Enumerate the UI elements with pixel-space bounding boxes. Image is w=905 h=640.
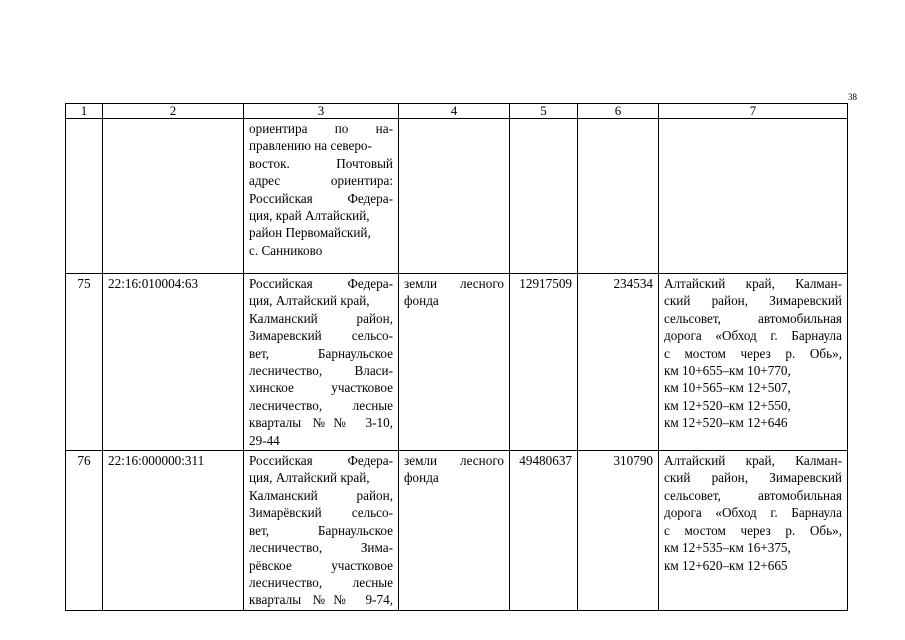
land-category-cell <box>399 451 510 611</box>
text-line: сельсовет, автомобильная <box>664 310 842 326</box>
column-header: 4 <box>399 104 510 119</box>
text-line: фонда <box>404 293 439 309</box>
text-line: хинское участковое <box>249 380 393 396</box>
text-line: км 12+520–км 12+646 <box>664 415 788 431</box>
text-line: км 10+655–км 10+770, <box>664 363 791 379</box>
land-category-cell <box>399 274 510 451</box>
text-line: с. Санниково <box>249 242 323 258</box>
cadastral-number: 22:16:010004:63 <box>103 274 244 451</box>
text-line: км 12+620–км 12+665 <box>664 557 788 573</box>
text-line: восток. Почтовый <box>249 155 393 171</box>
text-line: Зимаревский сельсо- <box>249 328 393 344</box>
text-line: земли лесного <box>404 453 504 469</box>
text-line: ский район, Зимаревский <box>664 470 842 486</box>
text-line: лесничество, Зима- <box>249 540 393 556</box>
text-line: с мостом через р. Обь», <box>664 522 842 538</box>
text-line: адрес ориентира: <box>249 173 393 189</box>
text-line: Алтайский край, Калман- <box>664 453 842 469</box>
table-row <box>66 451 848 611</box>
text-line: вет, Барнаульское <box>249 522 393 538</box>
text-line: 29-44 <box>249 432 280 448</box>
area-cell <box>510 119 578 274</box>
value-cell: 310790 <box>578 451 659 611</box>
text-line: лесничество, лесные <box>249 574 393 590</box>
text-line: рёвское участковое <box>249 557 393 573</box>
text-line: ция, край Алтайский, <box>249 208 370 224</box>
column-header: 1 <box>66 104 103 119</box>
object-cell <box>659 119 848 274</box>
text-line: дорога «Обход г. Барнаула <box>664 328 842 344</box>
area-cell: 49480637 <box>510 451 578 611</box>
cadastral-number <box>103 119 244 274</box>
text-line: кварталы №№ 3-10, <box>249 415 393 431</box>
text-line: лесничество, Власи- <box>249 363 393 379</box>
value-cell <box>578 119 659 274</box>
land-category-cell <box>399 119 510 274</box>
text-line: км 12+535–км 16+375, <box>664 540 791 556</box>
text-line: Алтайский край, Калман- <box>664 276 842 291</box>
text-line: Калманский район, <box>249 487 393 503</box>
registry-table <box>65 103 848 611</box>
row-number: 76 <box>66 451 103 611</box>
text-line: км 10+565–км 12+507, <box>664 380 791 396</box>
table-row <box>66 274 848 451</box>
object-cell <box>659 451 848 611</box>
text-line: дорога «Обход г. Барнаула <box>664 505 842 521</box>
address-cell <box>244 274 399 451</box>
text-line: правлению на северо- <box>249 138 372 154</box>
text-line: с мостом через р. Обь», <box>664 345 842 361</box>
address-cell <box>244 451 399 611</box>
text-line: ция, Алтайский край, <box>249 293 370 309</box>
column-header: 3 <box>244 104 399 119</box>
row-number: 75 <box>66 274 103 451</box>
text-line: район Первомайский, <box>249 225 371 241</box>
text-line: ция, Алтайский край, <box>249 470 370 486</box>
column-header: 7 <box>659 104 848 119</box>
text-line: Российская Федера- <box>249 190 393 206</box>
text-line: Зимарёвский сельсо- <box>249 505 393 521</box>
column-header-row <box>66 104 848 119</box>
text-line: фонда <box>404 470 439 486</box>
column-header: 2 <box>103 104 244 119</box>
object-cell <box>659 274 848 451</box>
row-number <box>66 119 103 274</box>
text-line: км 12+520–км 12+550, <box>664 397 791 413</box>
address-cell <box>244 119 399 274</box>
table-row <box>66 119 848 274</box>
text-line: лесничество, лесные <box>249 397 393 413</box>
page-number: 38 <box>848 92 857 102</box>
column-header: 6 <box>578 104 659 119</box>
text-line: Российская Федера- <box>249 276 393 291</box>
text-line: кварталы №№ 9-74, <box>249 592 393 608</box>
column-header: 5 <box>510 104 578 119</box>
area-cell: 12917509 <box>510 274 578 451</box>
cadastral-number: 22:16:000000:311 <box>103 451 244 611</box>
value-cell: 234534 <box>578 274 659 451</box>
text-line: Российская Федера- <box>249 453 393 469</box>
text-line: сельсовет, автомобильная <box>664 487 842 503</box>
text-line: ориентира по на- <box>249 121 393 136</box>
text-line: Калманский район, <box>249 310 393 326</box>
text-line: земли лесного <box>404 276 504 291</box>
text-line: ский район, Зимаревский <box>664 293 842 309</box>
text-line: вет, Барнаульское <box>249 345 393 361</box>
